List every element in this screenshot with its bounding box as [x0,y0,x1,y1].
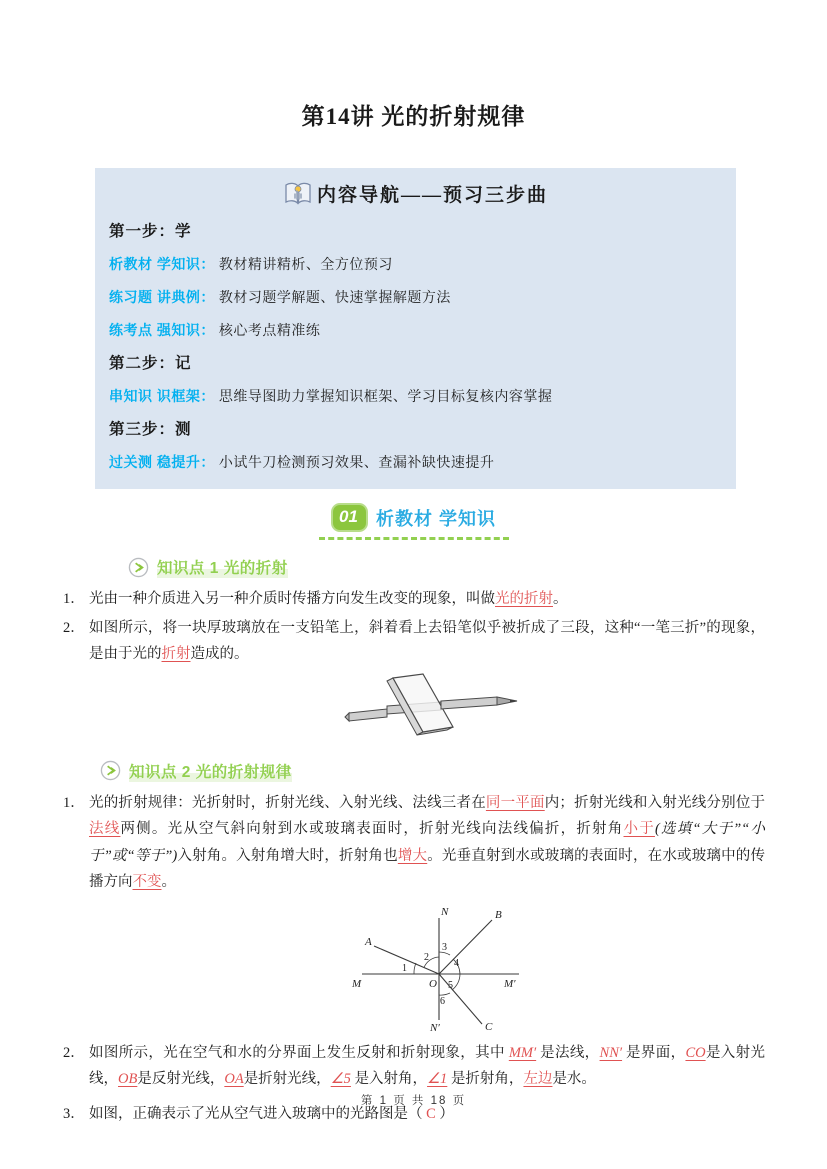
item-number: 1． [63,591,85,607]
nav-row-analyze [109,248,722,281]
knowledge-point-1-title: 知识点 1 光的折射 [157,556,288,578]
label-C: C [484,1020,492,1032]
list-item [63,790,765,896]
nav-row-label: 串知识 识框架： [109,388,215,404]
section-01-header [0,503,827,540]
label-M-prime: M′ [503,977,516,990]
play-circle-icon [128,557,149,578]
nav-step-2: 第二步：记 [109,355,192,372]
item-number: 1． [63,794,85,811]
list-item [63,1040,765,1093]
nav-row-keypoints [109,314,722,347]
nav-row-label: 练考点 强知识： [109,322,215,338]
knowledge-point-2-header [100,760,827,782]
label-A: A [364,935,372,948]
item-text: 光的折射规律：光折射时，折射光线、入射光线、法线三者在同一平面内；折射光线和入射光线分别位于法线两侧。光从空气斜向射到水或玻璃表面时，折射光线向法线偏折，折射角小于(选填“大于”“小于”或“等于”)入射角。入射角增大时，折射角也增大。光垂直射到水或玻璃的表面时，在水或玻璃中的传播方向不变。 [89,794,766,890]
page-number-footer: 第 1 页 共 18 页 [360,1095,467,1107]
nav-step-3: 第三步：测 [109,421,192,438]
content-navigation-box [95,168,736,489]
angle-3: 3 [441,941,447,953]
nav-row-text: 教材习题学解题、快速掌握解题方法 [218,289,451,305]
kp1-items [63,586,765,668]
item-text: 如图所示，光在空气和水的分界面上发生反射和折射现象，其中 MM′ 是法线，NN′ 是界面，CO是入射光线，OB是反射光线，OA是折射光线，∠5 是入射角，∠1 是折射角，左边是水。 [89,1044,766,1087]
knowledge-point-2-title: 知识点 2 光的折射规律 [129,760,292,782]
nav-box-title: 内容导航——预习三步曲 [316,185,548,206]
item-number: 2． [63,1044,85,1061]
knowledge-point-1-header [128,556,827,578]
kp2-items [63,790,765,896]
angle-6: 6 [439,995,445,1007]
nav-row-text: 思维导图助力掌握知识框架、学习目标复核内容掌握 [218,388,553,404]
nav-row-text: 核心考点精准练 [218,322,321,338]
ray-diagram [344,902,534,1032]
page-title: 第14讲 光的折射规律 [301,104,526,129]
nav-row-text: 小试牛刀检测预习效果、查漏补缺快速提升 [218,454,495,470]
label-O: O [428,977,437,990]
nav-row-practice [109,281,722,314]
nav-row-test [109,446,722,479]
pencil-glass-illustration [329,672,539,744]
section-dashed-underline [319,537,509,540]
nav-row-label: 练习题 讲典例： [109,289,215,305]
nav-row-label: 过关测 稳提升： [109,454,215,470]
label-N-prime: N′ [429,1021,440,1032]
angle-2: 2 [423,951,429,963]
open-book-icon [283,181,313,207]
section-number-badge: 01 [331,503,368,532]
section-title: 析教材 学知识 [375,508,496,529]
pencil-under-glass-figure [40,672,827,744]
list-item [63,615,765,668]
kp2-items-continued [63,1040,765,1128]
nav-step-1: 第一步：学 [109,223,192,240]
angle-1: 1 [401,962,407,974]
item-text: 光由一种介质进入另一种介质时传播方向发生改变的现象，叫做光的折射。 [89,591,568,607]
angle-4: 4 [453,957,459,969]
refraction-ray-diagram-figure [50,902,827,1032]
item-text: 如图所示，将一块厚玻璃放在一支铅笔上，斜着看上去铅笔似乎被折成了三段，这种“一笔三折”的现象，是由于光的折射造成的。 [89,619,765,662]
angle-5: 5 [447,979,453,991]
item-number: 2． [63,619,85,636]
label-B: B [494,908,502,921]
nav-row-framework [109,380,722,413]
label-M: M [351,977,361,990]
nav-row-text: 教材精讲精析、全方位预习 [218,256,393,272]
play-circle-icon [100,760,121,781]
nav-box-header [109,180,722,207]
item-number: 3． [63,1105,85,1122]
item-text: 如图，正确表示了光从空气进入玻璃中的光路图是（ C ） [89,1105,454,1122]
nav-row-label: 析教材 学知识： [109,256,215,272]
label-N: N [440,905,448,918]
list-item [63,586,765,613]
